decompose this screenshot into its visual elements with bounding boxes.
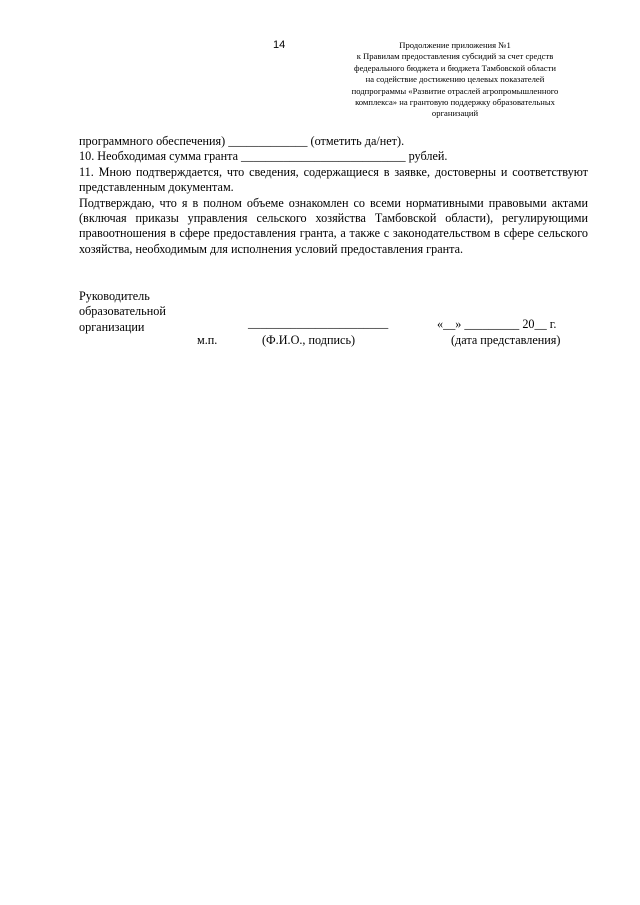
header-line: Продолжение приложения №1: [399, 40, 511, 50]
role-line: Руководитель: [79, 289, 150, 303]
appendix-header: [330, 40, 580, 120]
page-number: 14: [273, 39, 286, 51]
name-signature-caption: (Ф.И.О., подпись): [262, 333, 356, 347]
date-line: «__» _________ 20__ г.: [437, 317, 557, 331]
stamp-label: м.п.: [197, 333, 218, 347]
header-line: организаций: [431, 108, 479, 119]
confirmation-item: 11. Мною подтверждается, что сведения, содержащиеся в заявке, достоверны и соответствуют представленным документам.: [79, 164, 588, 195]
header-line: федерального бюджета и бюджета Тамбовской области: [354, 62, 556, 73]
software-line: программного обеспечения) _____________ (отметить да/нет).: [79, 134, 405, 148]
document-body: [79, 134, 588, 257]
signatory-role: [79, 289, 166, 335]
header-line: к Правилам предоставления субсидий за счет средств: [356, 51, 554, 62]
role-line: образовательной: [79, 304, 166, 319]
acknowledgement-paragraph: Подтверждаю, что я в полном объеме ознакомлен со всеми нормативными правовыми актами (включая приказы управления сельского хозяйства Тамбовской области), регулирующими правоотношения в сфере предоставления гранта, а также с законодательством в сфере сельского хозяйства, необходимым для исполнения условий предоставления гранта.: [79, 195, 588, 256]
grant-amount-item: 10. Необходимая сумма гранта ___________________________ рублей.: [79, 149, 448, 164]
header-line: комплекса» на грантовую поддержку образовательных: [355, 97, 555, 108]
signature-line: _______________________: [248, 316, 389, 330]
date-caption: (дата представления): [451, 333, 561, 347]
header-line: на содействие достижению целевых показателей: [365, 74, 545, 85]
header-line: подпрограммы «Развитие отраслей агропромышленного: [351, 85, 559, 96]
role-line: организации: [79, 319, 145, 334]
